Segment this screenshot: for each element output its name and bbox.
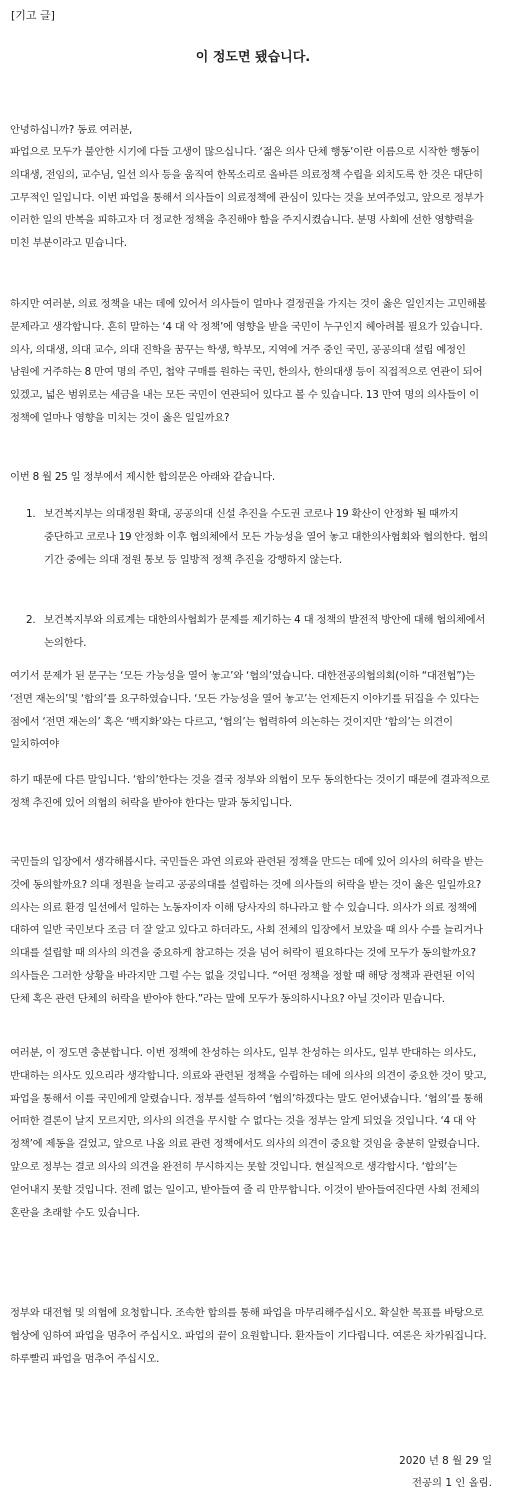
signature-date: 2020 년 8 월 29 일 bbox=[399, 1455, 492, 1467]
paragraph-public-view: 국민들의 입장에서 생각해봅시다. 국민들은 과연 의료와 관련된 정책을 만드는 데에 있어 의사의 허락을 받는 것에 동의할까요? 의대 정원을 늘리고 공공의대를 설립하는 것에 의사들의 허락을 받는 것이 옳은 일일까요? 의사는 의료 환경 일선에서 일하는 노동자이자 이해 당사자의 하나라고 할 수 있습니다. 의사가 의료 정책에 대하여 일반 국민보다 조금 더 잘 알고 있다고 하더라도, 사회 전체의 입장에서 보았을 때 의사 수를 늘리거나 의대를 설립할 때 의사의 의견을 중요하게 참고하는 것을 넘어 허락이 필요하다는 것에 모두가 동의할까요? 의사들은 그러한 상황을 바라지만 그럴 수는 없을 것입니다. “어떤 정책을 정할 때 해당 정책과 관련된 이익 단체 혹은 관련 단체의 허락을 받아야 한다.”라는 말에 모두가 동의하시나요? 아닐 것이라 믿습니다. bbox=[10, 856, 484, 1005]
article-title: 이 정도면 됐습니다. bbox=[195, 50, 311, 65]
list-item-number: 2. bbox=[26, 614, 36, 626]
list-item bbox=[26, 503, 496, 571]
article-tag: [기고 글] bbox=[11, 9, 55, 22]
list-item-number: 1. bbox=[26, 508, 36, 520]
greeting: 안녕하십니까? 동료 여러분, bbox=[10, 124, 133, 136]
paragraph-consent-meaning: 하기 때문에 다른 말입니다. ‘합의’한다는 것을 결국 정부와 의협이 모두 동의한다는 것이기 때문에 결과적으로 정책 추진에 있어 의협의 허락을 받아야 한다는 말과 동치입니다. bbox=[10, 774, 490, 809]
list-item-text: 보건복지부는 의대정원 확대, 공공의대 신설 추진을 수도권 코로나 19 확산이 안정화 될 때까지 중단하고 코로나 19 안정화 이후 협의체에서 모든 가능성을 열어 놓고 대한의사협회와 협의한다. 협의 기간 중에는 의대 정원 통보 등 일방적 정책 추진을 강행하지 않는다. bbox=[44, 508, 488, 566]
agreement-list-2 bbox=[26, 609, 496, 655]
paragraph-agreement-intro: 이번 8 월 25 일 정부에서 제시한 합의문은 아래와 같습니다. bbox=[10, 471, 275, 483]
list-item-text: 보건복지부와 의료계는 대한의사협회가 문제를 제기하는 4 대 정책의 발전적 방안에 대해 협의체에서 논의한다. bbox=[44, 614, 486, 649]
signature-author: 전공의 1 인 올림. bbox=[411, 1477, 492, 1489]
paragraph-wording-issue: 여기서 문제가 된 문구는 ‘모든 가능성을 열어 놓고’와 ‘협의’였습니다. 대한전공의협의회(이하 “대전협”)는 ‘전면 재논의’및 ‘합의’를 요구하였습니다. ‘모든 가능성을 열어 놓고’는 언제든지 이야기를 뒤집을 수 있다는 점에서 ‘전면 재논의’ 혹은 ‘백지화’와는 다르고, ‘협의’는 협력하여 의논하는 것이지만 ‘합의’는 의견이 일치하여야 bbox=[10, 670, 480, 751]
paragraph-intro: 파업으로 모두가 불안한 시기에 다들 고생이 많으십니다. ‘젊은 의사 단체 행동’이란 이름으로 시작한 행동이 의대생, 전임의, 교수님, 일선 의사 등을 움직여 한목소리로 올바른 의료정책 수립을 외치도록 한 것은 대단히 고무적인 일입니다. 이번 파업을 통해서 의사들이 의료정책에 관심이 있다는 것을 보여주었고, 앞으로 정부가 이러한 일의 반복을 피하고자 더 정교한 정책을 추진해야 함을 주지시켰습니다. 분명 사회에 선한 영향력을 미친 부분이라고 믿습니다. bbox=[10, 146, 484, 250]
list-item bbox=[26, 609, 496, 655]
paragraph-stakeholders: 하지만 여러분, 의료 정책을 내는 데에 있어서 의사들이 얼마나 결정권을 가지는 것이 옳은 일인지는 고민해볼 문제라고 생각합니다. 흔히 말하는 ‘4 대 악 정책’에 영향을 받을 국민이 누구인지 헤아려볼 필요가 있습니다. 의사, 의대생, 의대 교수, 의대 진학을 꿈꾸는 학생, 학부모, 지역에 거주 중인 국민, 공공의대 설립 예정인 남원에 거주하는 8 만여 명의 주민, 첩약 구매를 원하는 국민, 한의사, 한의대생 등이 직접적으로 연관이 되어 있겠고, 넓은 범위로는 세금을 내는 모든 국민이 연관되어 있다고 볼 수 있습니다. 13 만여 명의 의사들이 이 정책에 얼마나 영향을 미치는 것이 옳은 일일까요? bbox=[10, 298, 487, 424]
agreement-list bbox=[26, 503, 496, 571]
paragraph-request: 정부와 대전협 및 의협에 요청합니다. 조속한 합의를 통해 파업을 마무리해주십시오. 확실한 목표를 바탕으로 협상에 임하여 파업을 멈추어 주십시오. 파업의 끝이 요원합니다. 환자들이 기다립니다. 여론은 차가워집니다. 하루빨리 파업을 멈추어 주십시오. bbox=[10, 1307, 487, 1365]
paragraph-enough: 여러분, 이 정도면 충분합니다. 이번 정책에 찬성하는 의사도, 일부 찬성하는 의사도, 일부 반대하는 의사도, 반대하는 의사도 있으리라 생각합니다. 의료와 관련된 정책을 수립하는 데에 의사의 의견이 중요한 것이 맞고, 파업을 통해서 이를 국민에게 알렸습니다. 정부를 설득하여 ‘협의’하겠다는 말도 얻어냈습니다. ‘협의’를 통해 어떠한 결론이 날지 모르지만, 의사의 의견을 무시할 수 없다는 것을 정부는 알게 되었을 것입니다. ‘4 대 악 정책’에 제동을 걸었고, 앞으로 나올 의료 관련 정책에서도 의사의 의견이 중요할 것임을 충분히 알렸습니다. 앞으로 정부는 결코 의사의 의견을 완전히 무시하지는 못할 것입니다. 현실적으로 생각합시다. ‘합의’는 얻어내지 못할 것입니다. 전례 없는 일이고, 받아들여 줄 리 만무합니다. 이것이 받아들여진다면 사회 전체의 혼란을 초래할 수도 있습니다. bbox=[10, 1047, 487, 1219]
